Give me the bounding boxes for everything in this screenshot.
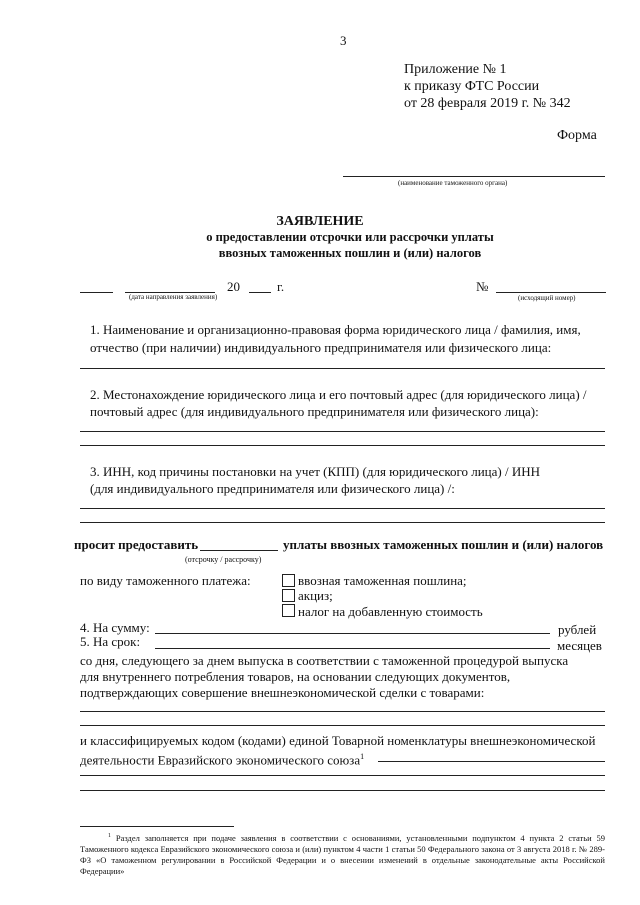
section-1-label: 1. Наименование и организационно-правовая форма юридического лица / фамилия, имя, [90, 322, 581, 337]
documents-line-1[interactable] [80, 711, 605, 712]
term-line[interactable] [155, 648, 550, 649]
classification-line-extra-1[interactable] [80, 775, 605, 776]
section-2-line-2[interactable] [80, 445, 605, 446]
classification-line-2: деятельности Евразийского экономического союза$^1$ [80, 752, 365, 768]
classification-code-line[interactable] [378, 761, 605, 762]
footnote-separator [80, 826, 234, 827]
date-day-line[interactable] [80, 292, 113, 293]
term-unit: месяцев [557, 638, 602, 653]
order-date: от 28 февраля 2019 г. № 342 [404, 96, 571, 111]
payment-type-label: по виду таможенного платежа: [80, 573, 251, 588]
date-year-line[interactable] [249, 292, 271, 293]
section-2-label-cont: почтовый адрес (для индивидуального предпринимателя или физического лица): [90, 404, 539, 419]
customs-authority-line[interactable] [343, 176, 605, 177]
customs-authority-caption: (наименование таможенного органа) [398, 179, 508, 187]
term-label: 5. На срок: [80, 634, 141, 649]
excise-checkbox[interactable] [282, 589, 295, 602]
order-reference: к приказу ФТС России [404, 79, 540, 94]
footnote-text: Раздел заполняется при подаче заявления в соответствии с основаниями, установленными подпунктом 4 пункта 2 статьи 59 Таможенного кодекса Евразийского экономического союза и (или) пунктом 4 части 1 статьи 50 Федерального закона от 3 августа 2018 г. № 289-ФЗ «О таможенном регулировании в Российской Федерации и о внесении изменений в отдельные законодательные акты Российской Федерации» [80, 832, 606, 876]
term-text-line-3: подтверждающих совершение внешнеэкономической сделки с товарами: [80, 685, 485, 700]
term-text-line-1: со дня, следующего за днем выпуска в соответствии с таможенной процедурой выпуска [80, 653, 569, 668]
footnote-reference: 1 [360, 752, 365, 761]
number-sign: № [476, 279, 489, 294]
section-1-label-cont: отчество (при наличии) индивидуального предпринимателя или физического лица: [90, 340, 552, 355]
date-year-prefix: 20 [227, 279, 240, 294]
request-suffix: уплаты ввозных таможенных пошлин и (или) налогов [283, 537, 604, 552]
request-caption: (отсрочку / рассрочку) [185, 555, 262, 564]
term-text-line-2: для внутреннего потребления товаров, на основании следующих документов, [80, 669, 511, 684]
footnote [80, 831, 605, 877]
form-label: Форма [557, 128, 597, 143]
footnote-mark: 1 [108, 833, 111, 839]
amount-label: 4. На сумму: [80, 620, 150, 635]
import-duty-option: ввозная таможенная пошлина; [298, 573, 467, 588]
classification-line-1: и классифицируемых кодом (кодами) единой Товарной номенклатуры внешнеэкономической [80, 733, 596, 748]
request-prefix: просит предоставить [74, 537, 199, 552]
section-2-line-1[interactable] [80, 431, 605, 432]
document-title: ЗАЯВЛЕНИЕ [276, 214, 364, 229]
excise-option: акциз; [298, 588, 333, 603]
title-line-2: о предоставлении отсрочки или рассрочки уплаты [206, 230, 494, 244]
section-3-label-cont: (для индивидуального предпринимателя или физического лица) /: [90, 481, 455, 496]
import-duty-checkbox[interactable] [282, 574, 295, 587]
title-line-3: ввозных таможенных пошлин и (или) налогов [218, 246, 482, 260]
date-caption: (дата направления заявления) [129, 293, 218, 301]
section-1-line-1[interactable] [80, 368, 605, 369]
page-number: 3 [340, 33, 347, 48]
section-3-label: 3. ИНН, код причины постановки на учет (КПП) (для юридического лица) / ИНН [90, 464, 541, 479]
classification-line-extra-2[interactable] [80, 790, 605, 791]
documents-line-2[interactable] [80, 725, 605, 726]
deferral-type-line[interactable] [200, 550, 278, 551]
vat-checkbox[interactable] [282, 604, 295, 617]
section-2-label: 2. Местонахождение юридического лица и его почтовый адрес (для юридического лица) / [90, 387, 587, 402]
amount-line[interactable] [155, 633, 550, 634]
amount-unit: рублей [558, 622, 597, 637]
section-3-line-1[interactable] [80, 508, 605, 509]
number-caption: (исходящий номер) [518, 294, 576, 302]
date-year-suffix: г. [277, 279, 285, 294]
vat-option: налог на добавленную стоимость [298, 604, 483, 619]
section-3-line-2[interactable] [80, 522, 605, 523]
appendix-label: Приложение № 1 [404, 62, 507, 77]
outgoing-number-line[interactable] [496, 292, 606, 293]
